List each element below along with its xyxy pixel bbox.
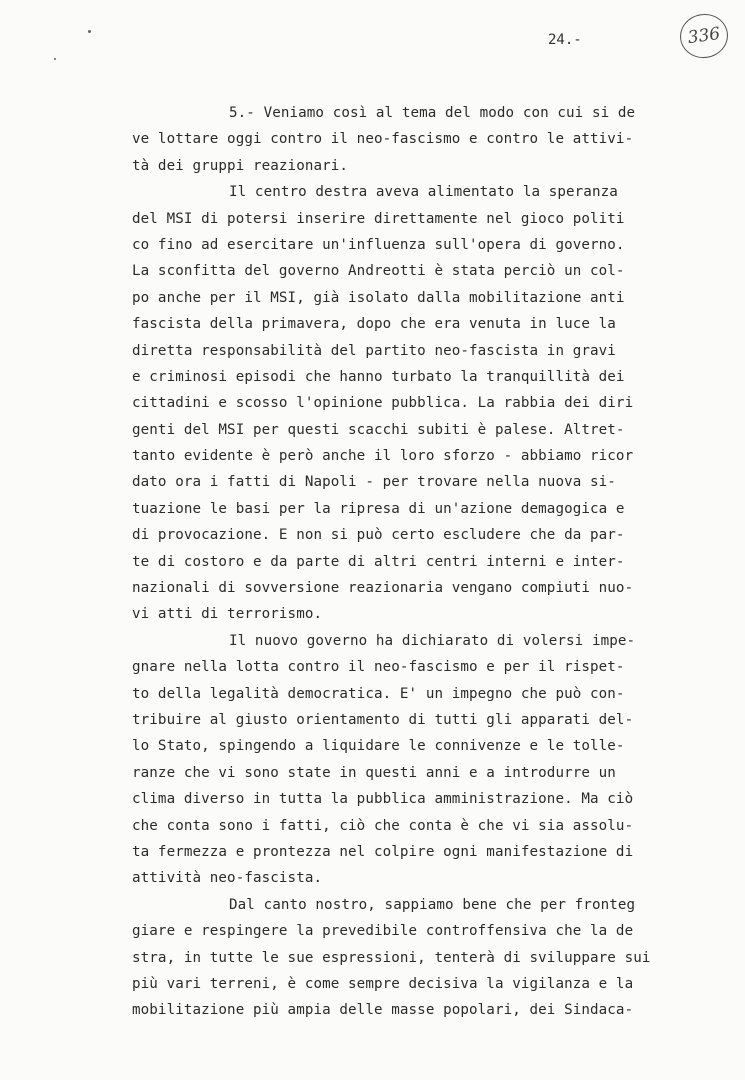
text-line: tuazione le basi per la ripresa di un'azione demagogica e (132, 500, 625, 517)
text-line: La sconfitta del governo Andreotti è stata perciò un col- (132, 263, 625, 280)
text-line: te di costoro e da parte di altri centri interni e inter- (132, 553, 625, 570)
text-line: co fino ad esercitare un'influenza sull'opera di governo. (132, 236, 625, 253)
text-line: tà dei gruppi reazionari. (132, 157, 349, 174)
text-line: lo Stato, spingendo a liquidare le connivenze e le tolle- (132, 738, 625, 755)
text-line: po anche per il MSI, già isolato dalla mobilitazione anti (132, 289, 625, 306)
text-line: 5.- Veniamo così al tema del modo con cui si de (229, 105, 636, 121)
text-line: del MSI di potersi inserire direttamente nel gioco politi (132, 210, 625, 227)
archive-stamp-number: 336 (686, 23, 722, 49)
speck-mark (54, 58, 56, 60)
text-line: genti del MSI per questi scacchi subiti è palese. Altret- (132, 421, 625, 438)
text-line: giare e respingere la prevedibile controffensiva che la de (132, 923, 634, 940)
text-line: vi atti di terrorismo. (132, 606, 323, 623)
text-line: Il centro destra aveva alimentato la speranza (229, 184, 618, 201)
text-line: fascista della primavera, dopo che era venuta in luce la (132, 316, 616, 333)
text-line: ta fermezza e prontezza nel colpire ogni manifestazione di (132, 843, 634, 860)
text-line: tanto evidente è però anche il loro sforzo - abbiamo ricor (132, 448, 634, 465)
text-line: mobilitazione più ampia delle masse popolari, dei Sindaca- (132, 1002, 634, 1019)
archive-stamp (677, 11, 731, 61)
text-line: ranze che vi sono state in questi anni e a introdurre un (132, 764, 616, 781)
text-line: attività neo-fascista. (132, 870, 323, 887)
text-line: più vari terreni, è come sempre decisiva la vigilanza e la (132, 975, 634, 992)
text-line: ve lottare oggi contro il neo-fascismo e contro le attivi- (132, 131, 634, 148)
text-line: gnare nella lotta contro il neo-fascismo e per il rispet- (132, 659, 625, 676)
body-text (132, 100, 692, 1024)
text-line: di provocazione. E non si può certo escludere che da par- (132, 527, 625, 544)
text-line: Dal canto nostro, sappiamo bene che per fronteg (229, 896, 636, 913)
speck-mark (88, 30, 91, 33)
text-line: cittadini e scosso l'opinione pubblica. La rabbia dei diri (132, 395, 634, 412)
text-line: to della legalità democratica. E' un impegno che può con- (132, 685, 625, 702)
text-line: diretta responsabilità del partito neo-fascista in gravi (132, 342, 616, 359)
text-line: clima diverso in tutta la pubblica amministrazione. Ma ciò (132, 791, 634, 808)
text-line: e criminosi episodi che hanno turbato la tranquillità dei (132, 368, 625, 385)
text-line: stra, in tutte le sue espressioni, tenterà di sviluppare sui (132, 949, 651, 966)
text-line: tribuire al giusto orientamento di tutti gli apparati del- (132, 711, 634, 728)
page-number: 24.- (548, 32, 582, 48)
text-line: dato ora i fatti di Napoli - per trovare nella nuova si- (132, 474, 616, 491)
text-line: Il nuovo governo ha dichiarato di volersi impe- (229, 632, 636, 649)
text-line: che conta sono i fatti, ciò che conta è che vi sia assolu- (132, 817, 634, 834)
text-line: nazionali di sovversione reazionaria vengano compiuti nuo- (132, 580, 634, 597)
